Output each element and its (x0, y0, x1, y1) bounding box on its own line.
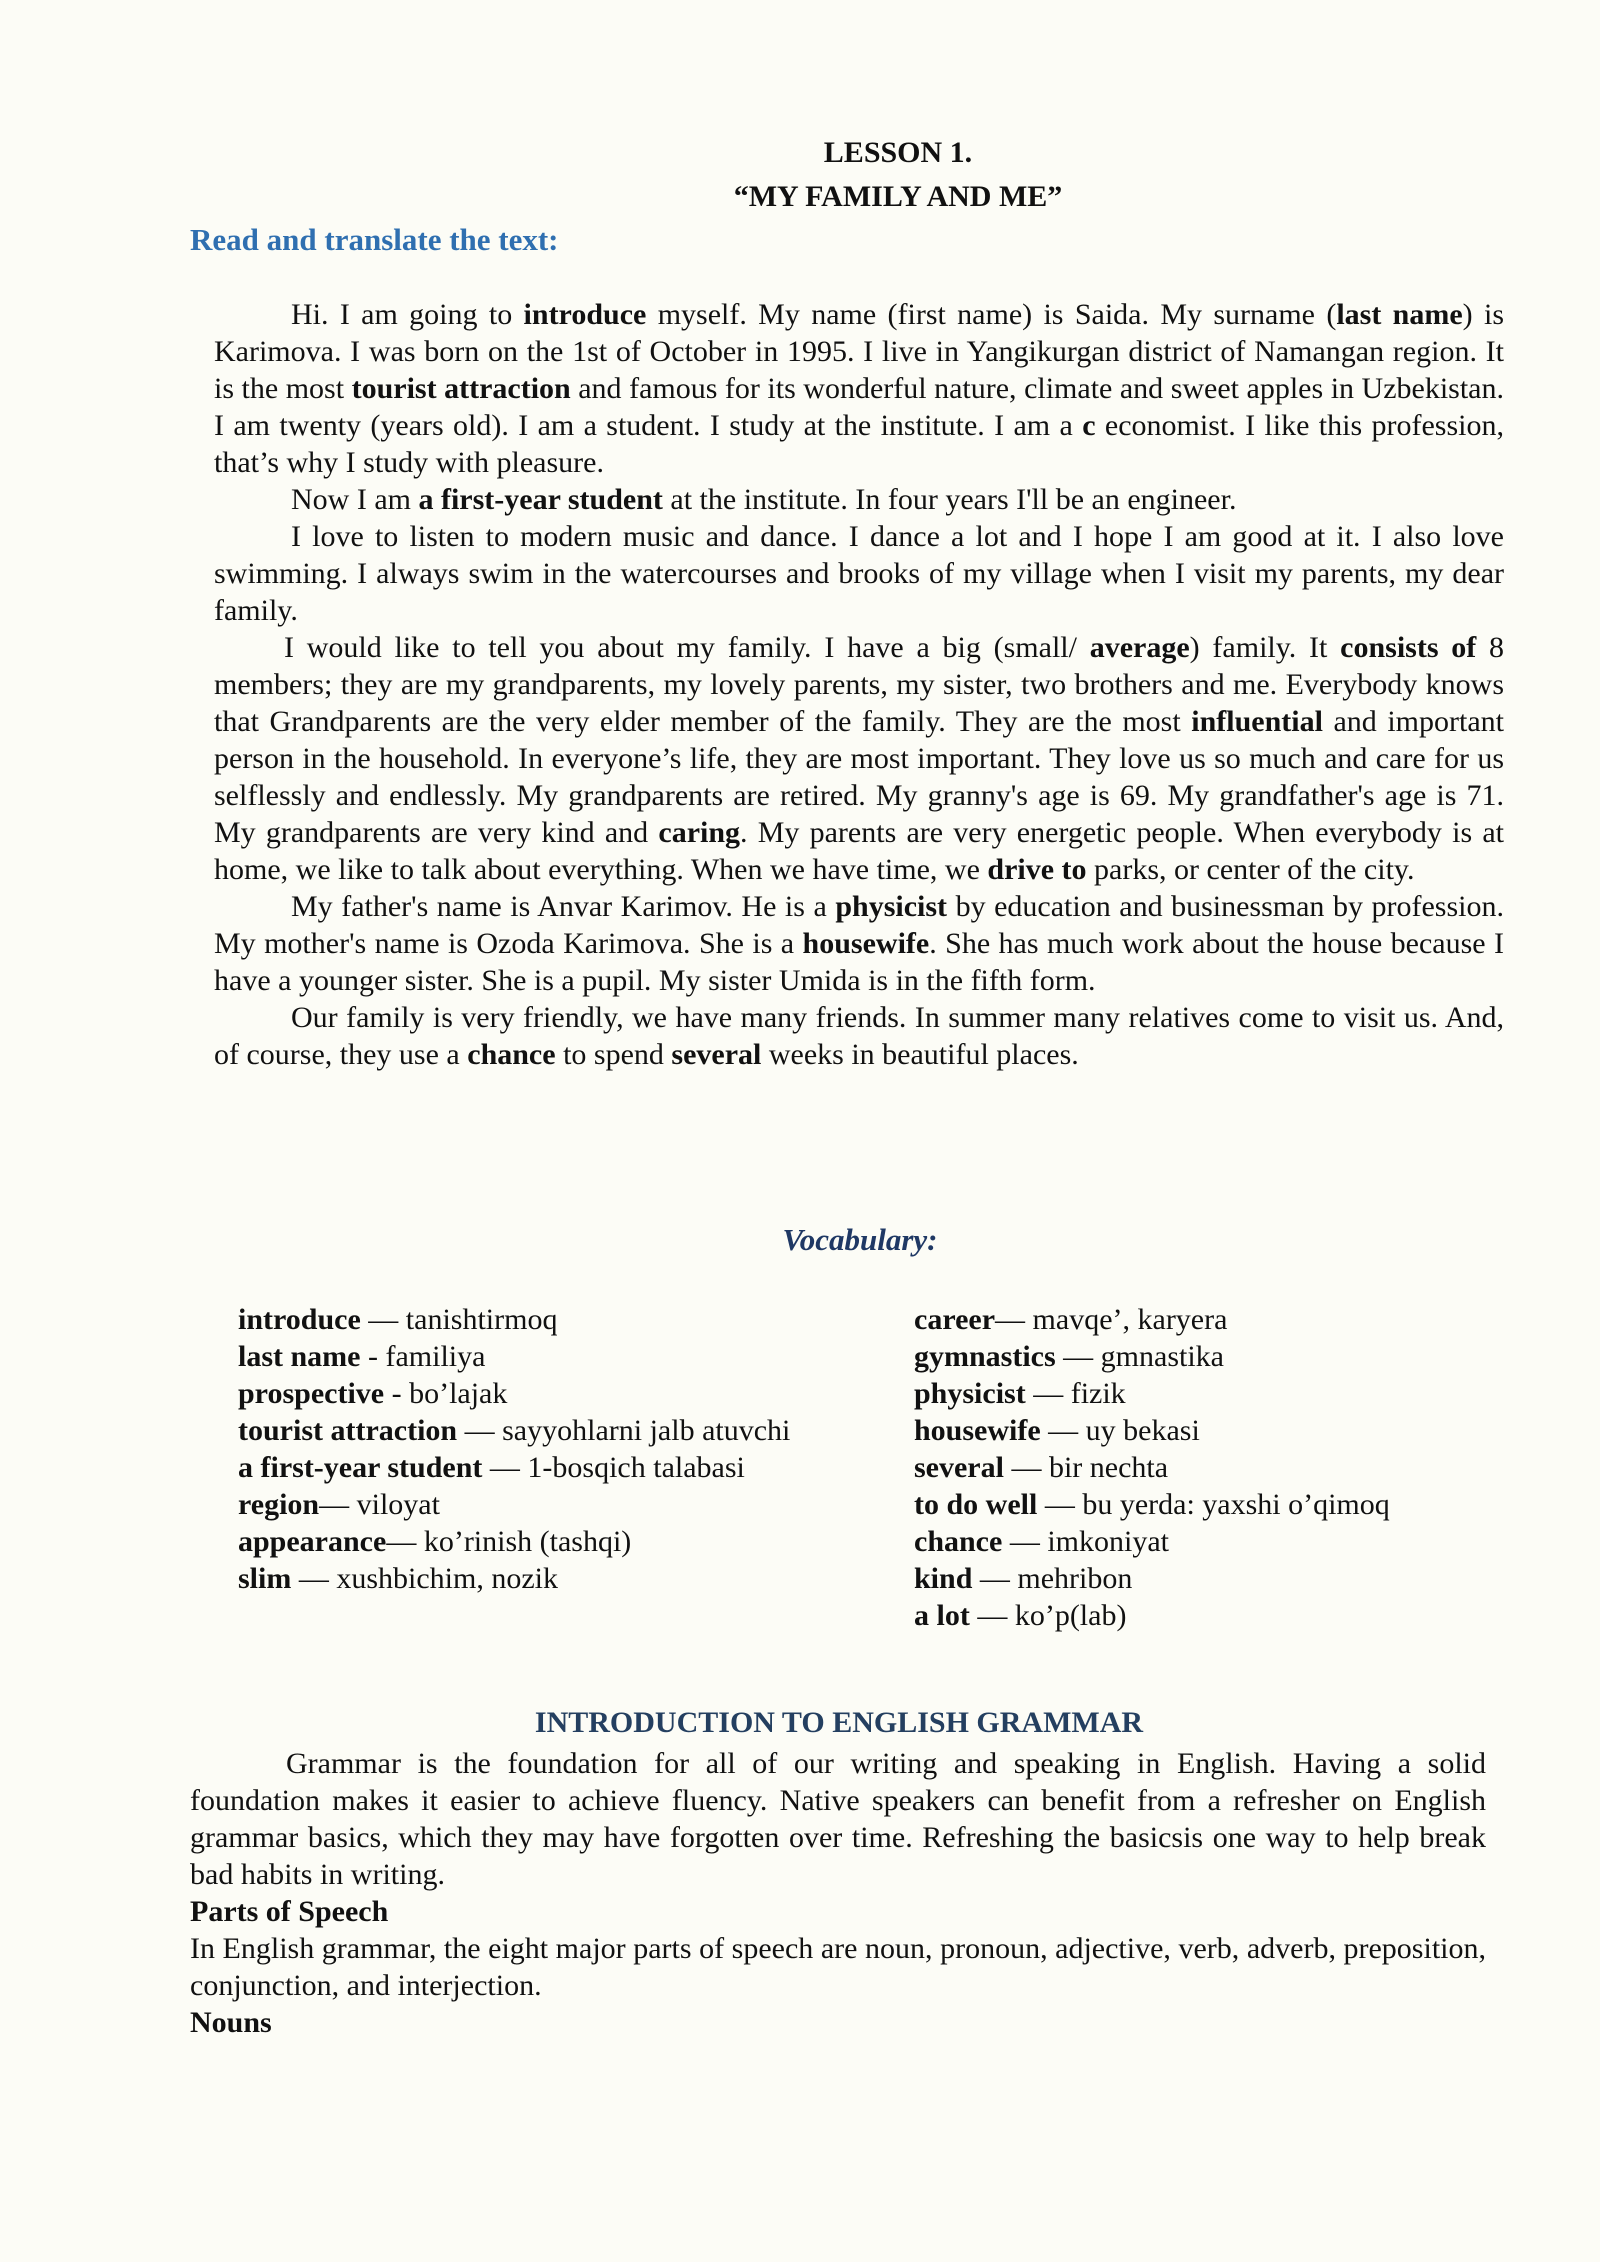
paragraph-family: I would like to tell you about my family. I have a big (small/ average) family. It consists of 8 members; they are my grandparents, my lovely parents, my sister, two brothers and me. Everybody knows that Grandparents are the very elder member of the family. They are the most influential and important person in the household. In everyone’s life, they are most important. They love us so much and care for us selflessly and endlessly. My grandparents are retired. My granny's age is 69. My grandfather's age is 71. My grandparents are very kind and caring. My parents are very energetic people. When everybody is at home, we like to talk about everything. When we have time, we drive to parks, or center of the city. (214, 631, 1505, 886)
paragraph-parents: My father's name is Anvar Karimov. He is a physicist by education and businessman by profession. My mother's name is Ozoda Karimova. She is a housewife. She has much work about the house because I have a younger sister. She is a pupil. My sister Umida is in the fifth form. (214, 890, 1504, 997)
vocab-item: career— mavqe’, karyera (914, 1303, 1228, 1336)
paragraph-hobbies: I love to listen to modern music and dance. I dance a lot and I hope I am good at it. I also love swimming. I always swim in the watercourses and brooks of my village when I visit my parents, my dear family. (214, 520, 1504, 627)
lesson-title: “MY FAMILY AND ME” (733, 180, 1063, 213)
reading-text (214, 296, 1504, 1073)
vocabulary-title: Vocabulary: (782, 1222, 938, 1257)
parts-of-speech-paragraph: In English grammar, the eight major parts of speech are noun, pronoun, adjective, verb, adverb, preposition, conjunction, and interjection. (190, 1932, 1486, 2002)
vocab-item: region— viloyat (238, 1488, 440, 1521)
paragraph-intro: Hi. I am going to introduce myself. My name (first name) is Saida. My surname (last name) is Karimova. I was born on the 1st of October in 1995. I live in Yangikurgan district of Namangan region. It is the most tourist attraction and famous for its wonderful nature, climate and sweet apples in Uzbekistan. I am twenty (years old). I am a student. I study at the institute. I am a c economist. I like this profession, that’s why I study with pleasure. (214, 298, 1505, 479)
lesson-number: LESSON 1. (823, 136, 973, 169)
vocab-item: appearance— ko’rinish (tashqi) (238, 1525, 632, 1558)
vocab-item: to do well — bu yerda: yaxshi o’qimoq (914, 1488, 1390, 1521)
vocab-item: physicist — fizik (914, 1377, 1126, 1410)
vocab-item: a first-year student — 1-bosqich talabasi (238, 1451, 745, 1484)
instruction-heading: Read and translate the text: (190, 222, 559, 257)
vocab-item: chance — imkoniyat (914, 1525, 1169, 1558)
grammar-intro-paragraph: Grammar is the foundation for all of our writing and speaking in English. Having a solid foundation makes it easier to achieve fluency. Native speakers can benefit from a refresher on English grammar basics, which they may have forgotten over time. Refreshing the basicsis one way to help break bad habits in writing. (190, 1747, 1486, 1891)
vocab-item: last name - familiya (238, 1340, 486, 1373)
vocabulary-left-column (238, 1301, 790, 1597)
parts-of-speech-heading: Parts of Speech (190, 1895, 389, 1928)
vocab-item: prospective - bo’lajak (238, 1377, 508, 1410)
vocab-item: tourist attraction — sayyohlarni jalb atuvchi (238, 1414, 791, 1447)
paragraph-student: Now I am a first-year student at the institute. In four years I'll be an engineer. (291, 483, 1237, 516)
vocab-item: kind — mehribon (914, 1562, 1133, 1595)
vocab-item: several — bir nechta (914, 1451, 1169, 1484)
vocab-item: gymnastics — gmnastika (914, 1340, 1224, 1373)
paragraph-friends: Our family is very friendly, we have many friends. In summer many relatives come to visit us. And, of course, they use a chance to spend several weeks in beautiful places. (214, 1001, 1504, 1071)
vocab-item: housewife — uy bekasi (914, 1414, 1200, 1447)
grammar-text (190, 1745, 1486, 2041)
grammar-section-title: INTRODUCTION TO ENGLISH GRAMMAR (534, 1706, 1144, 1739)
vocab-item: introduce — tanishtirmoq (238, 1303, 558, 1336)
vocabulary-right-column (914, 1301, 1390, 1634)
vocab-item: slim — xushbichim, nozik (238, 1562, 558, 1595)
vocab-item: a lot — ko’p(lab) (914, 1599, 1127, 1632)
nouns-heading: Nouns (190, 2006, 272, 2039)
